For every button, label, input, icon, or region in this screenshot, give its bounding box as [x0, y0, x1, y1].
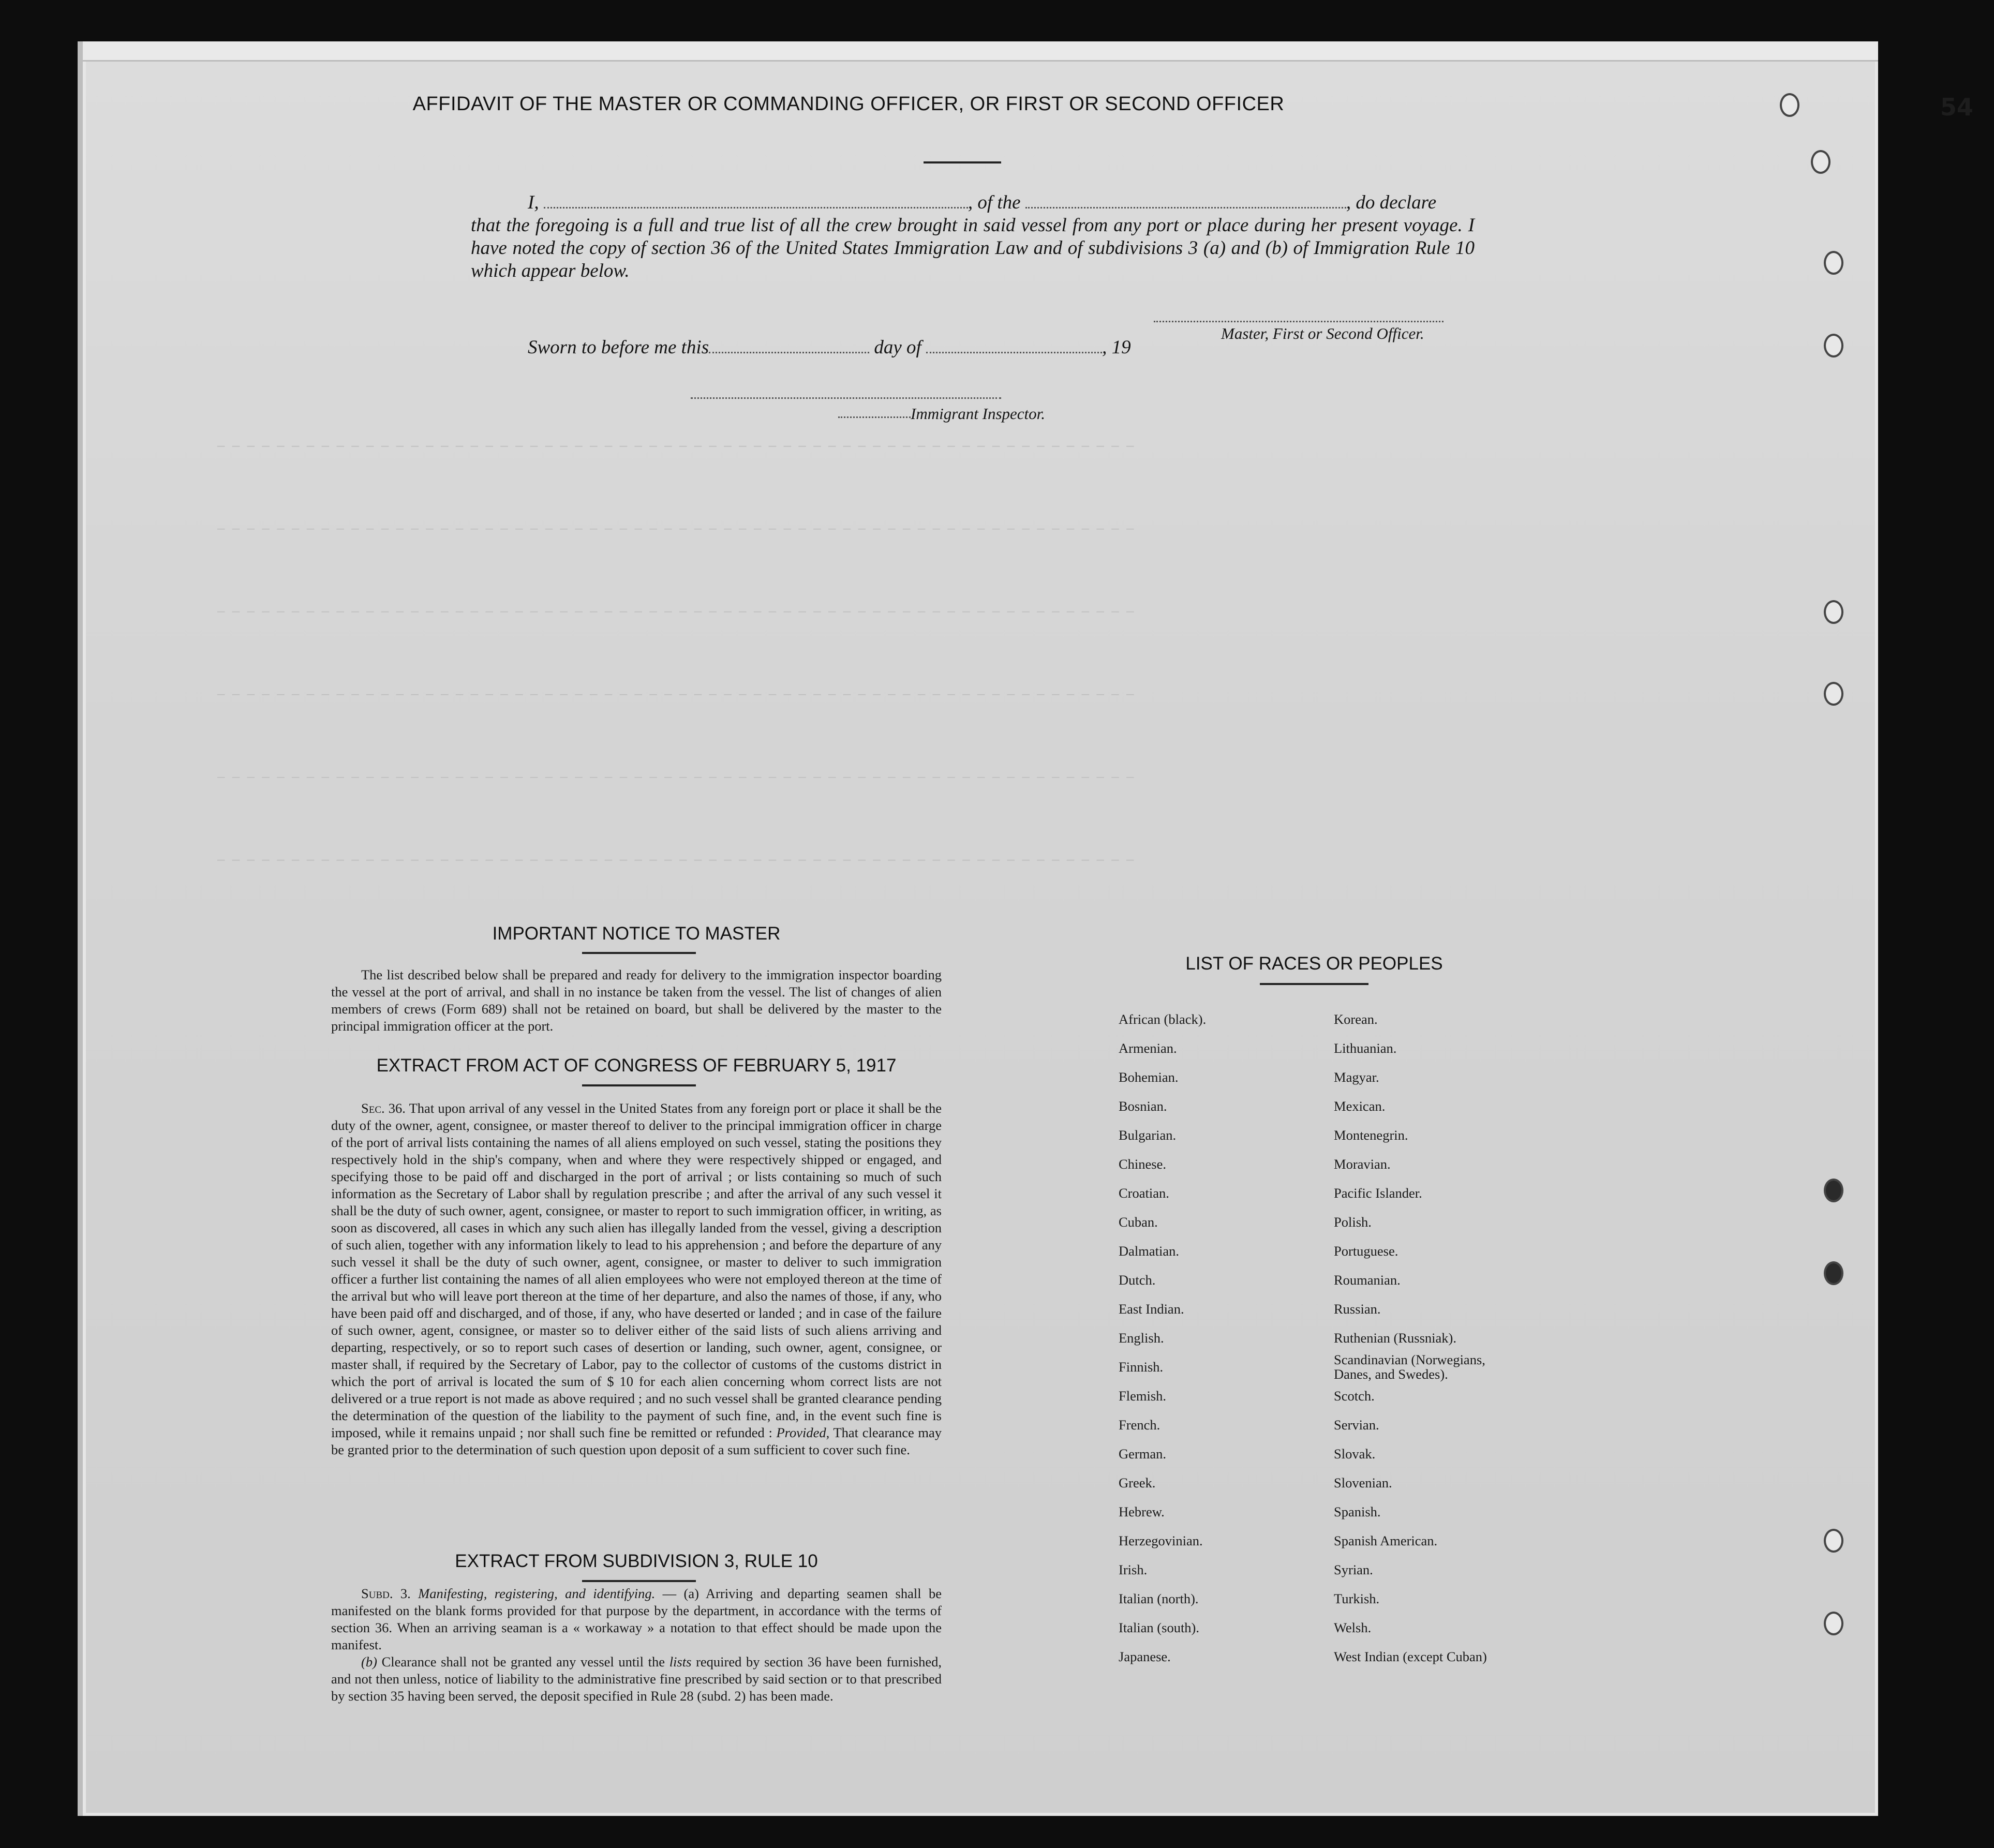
punch-hole — [1824, 682, 1843, 706]
bleed-through-row: — — — — — — — — — — — — — — — — — — — — — — — — — — — — — — — — — — — — — — — — — — — — — — — — — — — — — — — — — — — — — — — [217, 605, 1134, 619]
inspector-signature-line-short — [838, 416, 911, 418]
race-item: Syrian. — [1334, 1562, 1373, 1577]
race-item: Finnish. — [1119, 1359, 1164, 1375]
affidavit-declaration-text: that the foregoing is a full and true list of all the crew brought in said vessel from any port or place during her present voyage. I have noted the copy of section 36 of the United States Immigration Law and of subdivisions 3 (a) and (b) of Immigration Rule 10 which appear below. — [471, 215, 1475, 281]
race-item: Japanese. — [1119, 1649, 1171, 1664]
rule-para-b-label: (b) — [361, 1654, 377, 1670]
race-item: Croatian. — [1119, 1185, 1169, 1201]
bleed-through-row: — — — — — — — — — — — — — — — — — — — — — — — — — — — — — — — — — — — — — — — — — — — — — — — — — — — — — — — — — — — — — — — [217, 771, 1134, 785]
master-signature-line[interactable] — [1154, 321, 1444, 322]
rule-subd-label: Subd. 3. — [361, 1586, 411, 1601]
race-item: Bosnian. — [1119, 1098, 1167, 1114]
rule-para-b-text-1: Clearance shall not be granted any vessel until the — [381, 1654, 665, 1670]
race-item: West Indian (except Cuban) — [1334, 1649, 1487, 1664]
race-item: Cuban. — [1119, 1214, 1158, 1230]
race-item: German. — [1119, 1446, 1166, 1462]
notice-underline — [582, 952, 696, 954]
page-number: 54 — [1940, 93, 1973, 121]
race-item: Bohemian. — [1119, 1069, 1179, 1085]
race-item: Greek. — [1119, 1475, 1156, 1491]
master-signature-label: Master, First or Second Officer. — [1221, 324, 1424, 342]
bleed-through-row: — — — — — — — — — — — — — — — — — — — — — — — — — — — — — — — — — — — — — — — — — — — — — — — — — — — — — — — — — — — — — — — [217, 854, 1134, 868]
races-title: LIST OF RACES OR PEOPLES — [1185, 953, 1443, 974]
punch-hole — [1780, 93, 1799, 117]
act-section-label: Sec. 36. — [361, 1100, 406, 1116]
vessel-blank[interactable] — [1025, 192, 1346, 208]
rule-paragraph-a — [331, 1585, 942, 1653]
race-item: Irish. — [1119, 1562, 1148, 1577]
rule-paragraph-b — [331, 1653, 942, 1705]
act-underline — [582, 1084, 696, 1086]
name-blank[interactable] — [544, 192, 968, 208]
race-item: Chinese. — [1119, 1156, 1166, 1172]
punch-hole — [1824, 251, 1843, 275]
punch-hole — [1824, 1179, 1843, 1202]
title-underline — [924, 161, 1001, 163]
race-item: Mexican. — [1334, 1098, 1386, 1114]
race-item: Slovak. — [1334, 1446, 1376, 1462]
race-item: Scotch. — [1334, 1388, 1375, 1404]
rule-subd-heading: Manifesting, registering, and identifying. — [418, 1586, 656, 1601]
race-item: Bulgarian. — [1119, 1127, 1177, 1143]
act-proviso-text: That clearance may be granted prior to the determination of such question upon deposit of a sum sufficient to cover such fine. — [331, 1425, 942, 1457]
act-section-text: That upon arrival of any vessel in the United States from any foreign port or place it shall be the duty of the owner, agent, consignee, or master thereof to deliver to the principal immigration officer in charge of the port of arrival lists containing the names of all aliens employed on such vessel, stating the positions they respectively hold in the ship's company, when and where they were respectively shipped or engaged, and specifying those to be paid off and discharged in the port of arrival ; or lists containing so much of such information as the Secretary of Labor shall by regulation prescribe ; and after the arrival of any such vessel it shall be the duty of such owner, agent, consignee, or master to report to such immigration officer, in writing, as soon as discovered, all cases in which any such alien has illegally landed from the vessel, giving a description of such alien, together with any information likely to lead to his apprehension ; and before the departure of any such vessel it shall be the duty of such owner, agent, consignee, or master to deliver to such immigration officer a further list containing the names of all alien employees who were not employed thereon at the time of the arrival but who will leave port thereon at the time of her departure, and also the names of those, if any, who have been paid off and discharged, and of those, if any, who have deserted or landed ; and in case of the failure of such owner, agent, consignee, or master so to deliver either of the said lists of such aliens arriving and departing, respectively, or so to report such cases of desertion or landing, such owner, agent, consignee, or master shall, if required by the Secretary of Labor, pay to the collector of customs of the customs district in which the port of arrival is located the sum of $ 10 for each alien concerning whom correct lists are not delivered or a true report is not made as above required ; and no such vessel shall be granted clearance pending the determination of the question of the liability to the payment of such fine, and, in the event such fine is imposed, while it remains unpaid ; nor shall such fine be remitted or refunded : — [331, 1100, 942, 1440]
affidavit-i: I, — [528, 192, 539, 213]
inspector-label: Immigrant Inspector. — [911, 405, 1046, 423]
sworn-year: , 19 — [1102, 337, 1131, 358]
act-proviso-label: Provided, — [776, 1425, 830, 1440]
race-item: Servian. — [1334, 1417, 1379, 1433]
race-item: African (black). — [1119, 1011, 1207, 1027]
race-item: Turkish. — [1334, 1591, 1380, 1606]
race-item: Italian (south). — [1119, 1620, 1200, 1635]
punch-hole — [1824, 1261, 1843, 1285]
race-item: Montenegrin. — [1334, 1127, 1408, 1143]
punch-hole — [1824, 334, 1843, 357]
rule-para-b-lists: lists — [669, 1654, 692, 1670]
punch-hole — [1824, 1529, 1843, 1553]
notice-title: IMPORTANT NOTICE TO MASTER — [492, 923, 781, 944]
bleed-through-row: — — — — — — — — — — — — — — — — — — — — — — — — — — — — — — — — — — — — — — — — — — — — — — — — — — — — — — — — — — — — — — — [217, 688, 1134, 702]
race-item: Portuguese. — [1334, 1243, 1398, 1259]
race-item: Scandinavian (Norwegians, Danes, and Swedes). — [1334, 1352, 1485, 1382]
race-item: Spanish. — [1334, 1504, 1381, 1519]
race-item: English. — [1119, 1330, 1164, 1346]
notice-paragraph: The list described below shall be prepared and ready for delivery to the immigration inspector boarding the vessel at the port of arrival, and shall in no instance be taken from the vessel. The list of changes of alien members of crews (Form 689) shall not be retained on board, but shall be delivered by the master to the principal immigration officer at the port. — [331, 967, 942, 1034]
race-item: Ruthenian (Russniak). — [1334, 1330, 1456, 1346]
punch-hole — [1824, 600, 1843, 624]
sworn-day-blank[interactable] — [709, 337, 869, 353]
race-item: Korean. — [1334, 1011, 1378, 1027]
races-right-column — [1334, 1005, 1530, 1671]
affidavit-declare: , do declare — [1346, 192, 1437, 213]
act-text — [331, 1100, 942, 1458]
bleed-through-row: — — — — — — — — — — — — — — — — — — — — — — — — — — — — — — — — — — — — — — — — — — — — — — — — — — — — — — — — — — — — — — — [217, 440, 1134, 454]
race-item: Pacific Islander. — [1334, 1185, 1422, 1201]
race-item: Polish. — [1334, 1214, 1372, 1230]
race-item: East Indian. — [1119, 1301, 1184, 1317]
race-item: Dalmatian. — [1119, 1243, 1179, 1259]
rule-para-a-text: — (a) Arriving and departing seamen shall be manifested on the blank forms provided for that purpose by the department, in accordance with the terms of section 36. When an arriving seaman is a « workaway » a notation to that effect should be made upon the manifest. — [331, 1586, 942, 1652]
rule-text — [331, 1585, 942, 1705]
race-item: Lithuanian. — [1334, 1040, 1397, 1056]
rule-para-b-text-2: required by section 36 have been furnished, and not then unless, notice of liability to the administrative fine prescribed by said section or to that prescribed by section 35 having been served, the deposit specified in Rule 28 (subd. 2) has been made. — [331, 1654, 942, 1704]
race-item: Roumanian. — [1334, 1272, 1401, 1288]
affidavit-title: AFFIDAVIT OF THE MASTER OR COMMANDING OFFICER, OR FIRST OR SECOND OFFICER — [412, 93, 1285, 115]
race-item: Dutch. — [1119, 1272, 1156, 1288]
race-item: Flemish. — [1119, 1388, 1167, 1404]
sworn-day-of: day of — [874, 337, 921, 358]
act-paragraph — [331, 1100, 942, 1458]
inspector-signature-line[interactable] — [691, 397, 1001, 399]
race-item: French. — [1119, 1417, 1160, 1433]
sworn-text: Sworn to before me this — [528, 337, 709, 358]
page-top-edge — [83, 41, 1878, 62]
races-underline — [1260, 983, 1368, 985]
affidavit-body — [471, 191, 1475, 282]
sworn-month-blank[interactable] — [926, 337, 1102, 353]
race-item: Slovenian. — [1334, 1475, 1392, 1491]
rule-underline — [582, 1580, 696, 1582]
notice-text — [331, 966, 942, 1035]
sworn-line — [528, 336, 1200, 359]
race-item: Magyar. — [1334, 1069, 1379, 1085]
races-left-column — [1119, 1005, 1315, 1671]
race-item: Armenian. — [1119, 1040, 1177, 1056]
affidavit-of-the: , of the — [968, 192, 1021, 213]
act-title: EXTRACT FROM ACT OF CONGRESS OF FEBRUARY 5, 1917 — [376, 1055, 897, 1076]
rule-title: EXTRACT FROM SUBDIVISION 3, RULE 10 — [455, 1551, 818, 1571]
punch-hole — [1824, 1612, 1843, 1635]
bleed-through-row: — — — — — — — — — — — — — — — — — — — — — — — — — — — — — — — — — — — — — — — — — — — — — — — — — — — — — — — — — — — — — — — [217, 523, 1134, 536]
race-item: Italian (north). — [1119, 1591, 1199, 1606]
punch-hole — [1811, 150, 1831, 174]
race-item: Hebrew. — [1119, 1504, 1165, 1519]
race-item: Russian. — [1334, 1301, 1381, 1317]
race-item: Welsh. — [1334, 1620, 1372, 1635]
race-item: Herzegovinian. — [1119, 1533, 1203, 1548]
race-item: Moravian. — [1334, 1156, 1391, 1172]
race-item: Spanish American. — [1334, 1533, 1438, 1548]
